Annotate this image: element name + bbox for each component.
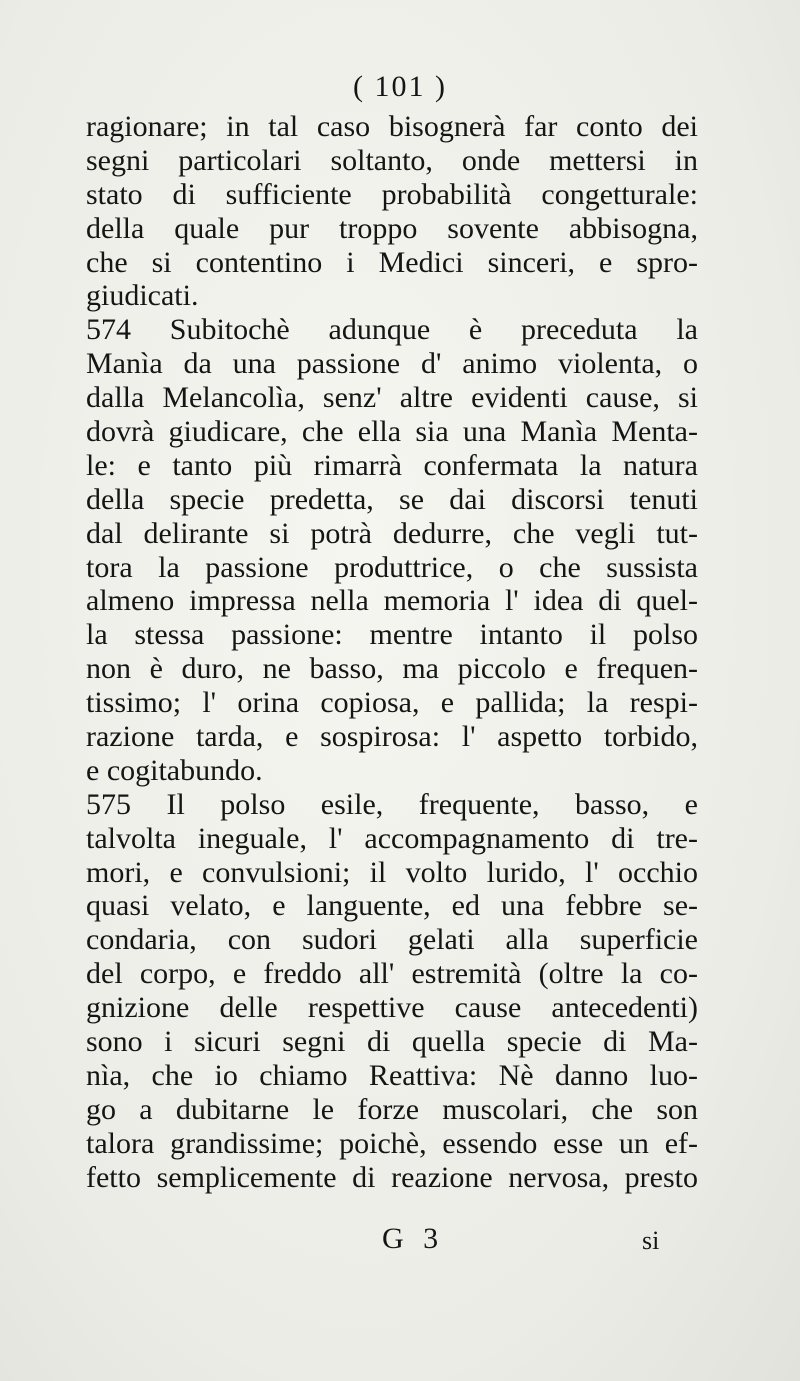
- text-line: nìa, che io chiamo Reattiva: Nè danno luo-: [86, 1058, 698, 1092]
- text-line: dalla Melancolìa, senz' altre evidenti cause, si: [86, 381, 698, 415]
- text-line: talvolta ineguale, l' accompagnamento di tre-: [86, 821, 698, 855]
- text-line: talora grandissime; poichè, essendo esse un ef-: [86, 1126, 698, 1160]
- text-line: 575 Il polso esile, frequente, basso, e: [86, 787, 698, 821]
- text-line: dal delirante si potrà dedurre, che vegli tut-: [86, 516, 698, 550]
- text-line: segni particolari soltanto, onde mettersi in: [86, 143, 698, 177]
- text-line: sono i sicuri segni di quella specie di Ma-: [86, 1025, 698, 1059]
- text-line: Manìa da una passione d' animo violenta, o: [86, 347, 698, 381]
- text-line: razione tarda, e sospirosa: l' aspetto torbido,: [86, 720, 698, 754]
- text-line: go a dubitarne le forze muscolari, che son: [86, 1092, 698, 1126]
- page-number-header: ( 101 ): [353, 70, 447, 103]
- text-line: almeno impressa nella memoria l' idea di quel-: [86, 584, 698, 618]
- catchword: si: [642, 1226, 660, 1255]
- text-line: quasi velato, e languente, ed una febbre se-: [86, 889, 698, 923]
- text-line: giudicati.: [86, 279, 199, 313]
- text-line: mori, e convulsioni; il volto lurido, l' occhio: [86, 855, 698, 889]
- text-line: 574 Subitochè adunque è preceduta la: [86, 313, 698, 347]
- text-line: del corpo, e freddo all' estremità (oltre la co-: [86, 957, 698, 991]
- text-line: la stessa passione: mentre intanto il polso: [86, 618, 698, 652]
- text-line: che si contentino i Medici sinceri, e spro-: [86, 245, 698, 279]
- text-line: dovrà giudicare, che ella sia una Manìa Menta-: [86, 415, 698, 449]
- text-line: fetto semplicemente di reazione nervosa, presto: [86, 1160, 698, 1194]
- text-line: della quale pur troppo sovente abbisogna,: [86, 211, 698, 245]
- body-text: [86, 110, 698, 1195]
- text-line: gnizione delle respettive cause antecedenti): [86, 991, 698, 1025]
- text-line: della specie predetta, se dai discorsi tenuti: [86, 482, 698, 516]
- text-line: tora la passione produttrice, o che sussista: [86, 550, 698, 584]
- text-line: condaria, con sudori gelati alla superficie: [86, 923, 698, 957]
- text-line: non è duro, ne basso, ma piccolo e frequen-: [86, 652, 698, 686]
- text-line: tissimo; l' orina copiosa, e pallida; la respi-: [86, 686, 698, 720]
- text-line: e cogitabundo.: [86, 753, 263, 787]
- text-line: le: e tanto più rimarrà confermata la natura: [86, 448, 698, 482]
- text-line: ragionare; in tal caso bisognerà far conto dei: [86, 110, 698, 143]
- text-line: stato di sufficiente probabilità congetturale:: [86, 177, 698, 211]
- signature-mark: G 3: [382, 1222, 445, 1255]
